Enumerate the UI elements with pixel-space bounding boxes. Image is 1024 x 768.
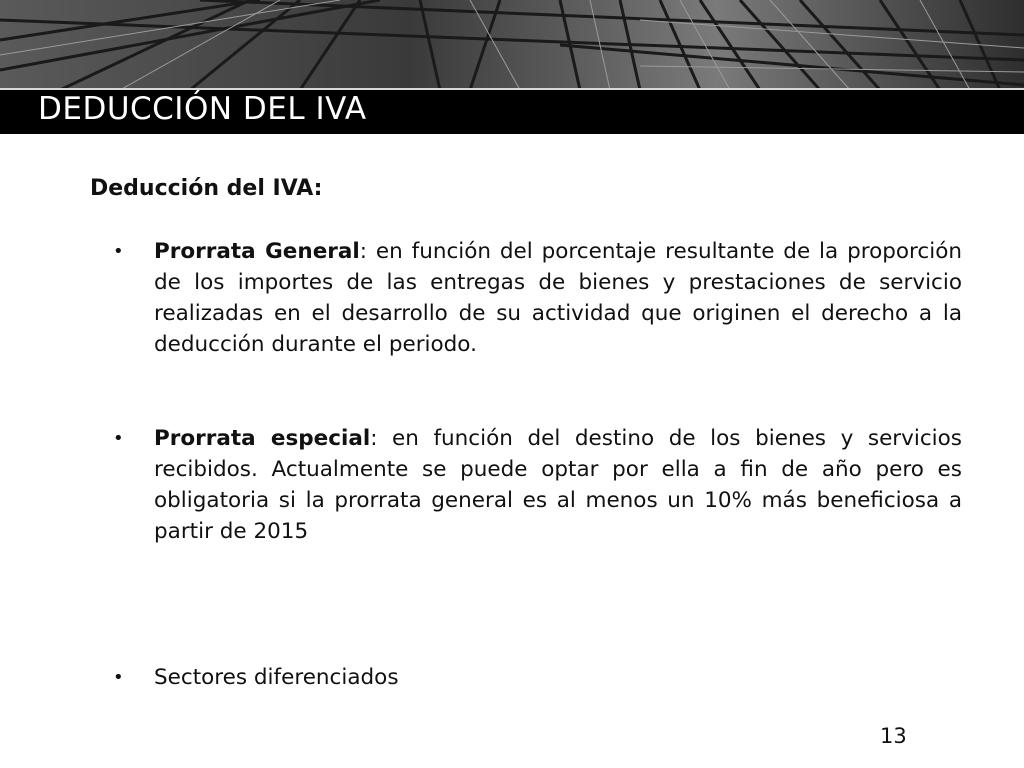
bullet-item-prorrata-especial bbox=[110, 423, 962, 547]
bullet-text: : en función del destino de los bienes y servicios recibidos. Actualmente se puede optar por ella a fin de año pero es obligatoria si la prorrata general es al menos un 10% más beneficiosa a partir de 2015 bbox=[154, 426, 962, 544]
bullet-text: Sectores diferenciados bbox=[154, 665, 399, 690]
bullet-icon: • bbox=[113, 241, 124, 262]
bullet-icon: • bbox=[113, 428, 124, 449]
bullet-term: Prorrata especial bbox=[154, 426, 371, 451]
bullet-item-prorrata-general bbox=[110, 236, 962, 360]
slide-title: DEDUCCIÓN DEL IVA bbox=[38, 91, 367, 127]
bullet-term: Prorrata General bbox=[154, 239, 360, 264]
page-number: 13 bbox=[880, 724, 907, 748]
bullet-icon: • bbox=[113, 667, 124, 688]
bullet-text: : en función del porcentaje resultante de la proporción de los importes de las entregas de bienes y prestaciones de servicio realizadas en el desarrollo de su actividad que originen el derecho a la deducción durante el periodo. bbox=[154, 239, 962, 357]
section-heading: Deducción del IVA: bbox=[90, 176, 323, 201]
bullet-item-sectores-diferenciados bbox=[110, 662, 962, 693]
bullet-list bbox=[110, 236, 962, 693]
